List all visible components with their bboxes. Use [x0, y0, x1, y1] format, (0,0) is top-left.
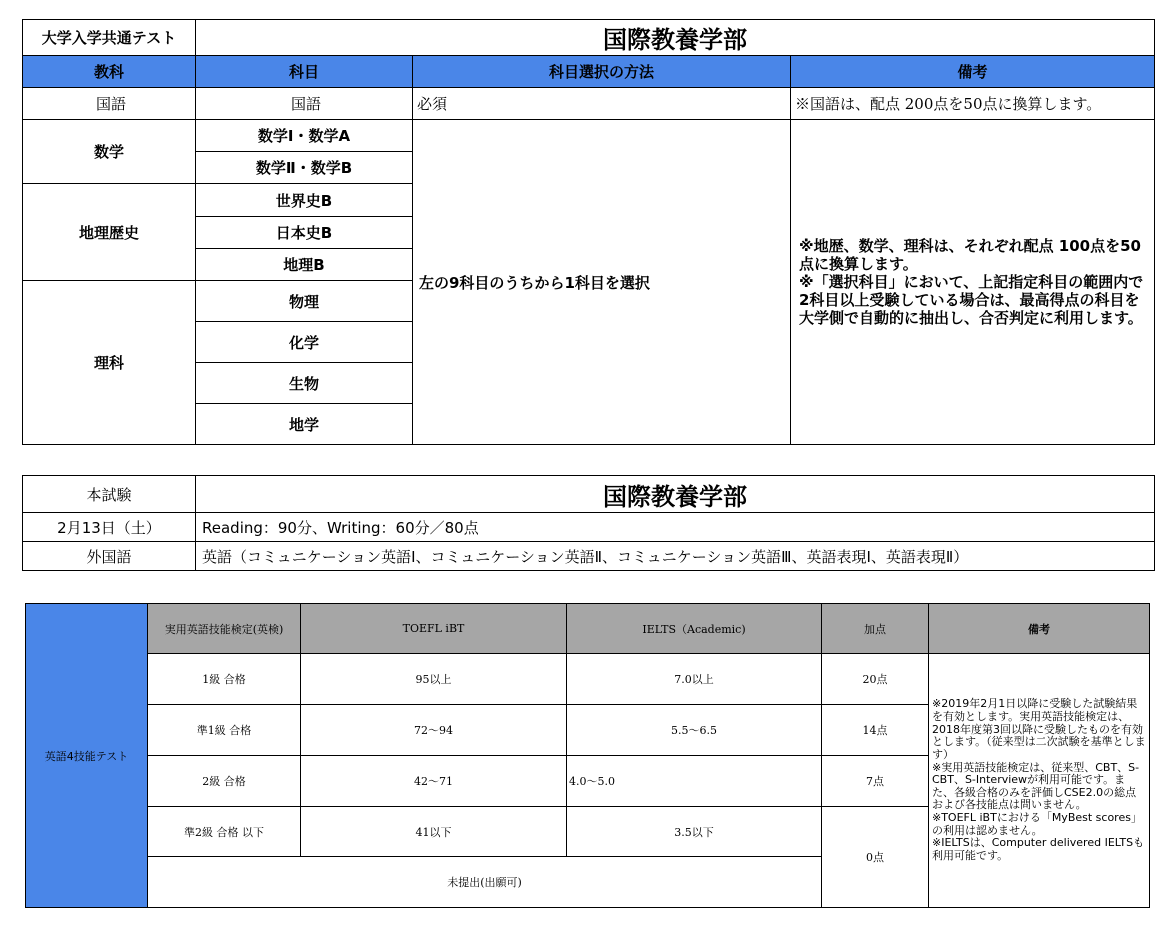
toefl-value: 41以下: [301, 807, 567, 857]
header-remarks: 備考: [791, 56, 1155, 88]
points-value: 14点: [822, 705, 929, 756]
table2-faculty-title: 国際教養学部: [196, 476, 1155, 513]
header-subject: 科目: [196, 56, 413, 88]
eiken-value: 準2級 合格 以下: [148, 807, 301, 857]
header-points: 加点: [822, 604, 929, 654]
table2-corner: 本試験: [23, 476, 196, 513]
header-toefl: TOEFL iBT: [301, 604, 567, 654]
main-exam-table: [22, 475, 1155, 571]
english-remarks: ※2019年2月1日以降に受験した試験結果を有効とします。実用英語技能検定は、2018年度第3回以降に受験したものを有効とします。（従来型は二次試験を基準とします） ※実用英語技能検定は、従来型、CBT、S-CBT、S-Interviewが利用可能です。また、各級合格のみを評価しCSE2.0の総点および各技能点は問いません。 ※TOEFL iBTにおける「MyBest scores」の利用は認めません。 ※IELTSは、Computer delivered IELTSも利用可能です。: [929, 654, 1150, 908]
header-subject-area: 教科: [23, 56, 196, 88]
toefl-value: 72〜94: [301, 705, 567, 756]
math-subject-2: 数学Ⅱ・数学B: [196, 152, 413, 184]
ielts-value: 3.5以下: [567, 807, 822, 857]
exam-date: 2月13日（土）: [23, 513, 196, 542]
table1-faculty-title: 国際教養学部: [196, 20, 1155, 56]
kokugo-subject: 国語: [196, 88, 413, 120]
ielts-value: 5.5〜6.5: [567, 705, 822, 756]
eiken-value: 1級 合格: [148, 654, 301, 705]
math-subject-1: 数学Ⅰ・数学A: [196, 120, 413, 152]
english-4skills-table: [25, 603, 1150, 908]
points-value: 7点: [822, 756, 929, 807]
elective-note: ※地歴、数学、理科は、それぞれ配点 100点を50点に換算します。 ※「選択科目」において、上記指定科目の範囲内で2科目以上受験している場合は、最高得点の科目を大学側で自動的に抽出し、合否判定に利用します。: [791, 120, 1155, 445]
toefl-value: 42〜71: [301, 756, 567, 807]
ielts-value: 7.0以上: [567, 654, 822, 705]
toefl-value: 95以上: [301, 654, 567, 705]
geohist-subject-3: 地理B: [196, 249, 413, 281]
math-label: 数学: [23, 120, 196, 184]
english-subject-detail: 英語（コミュニケーション英語Ⅰ、コミュニケーション英語Ⅱ、コミュニケーション英語Ⅲ、英語表現Ⅰ、英語表現Ⅱ）: [196, 542, 1155, 571]
header-remarks: 備考: [929, 604, 1150, 654]
exam-time-info: Reading：90分、Writing：60分／80点: [196, 513, 1155, 542]
ielts-value: 4.0〜5.0: [567, 756, 822, 807]
common-test-table: [22, 19, 1155, 445]
header-ielts: IELTS（Academic): [567, 604, 822, 654]
science-subject-1: 物理: [196, 281, 413, 322]
english-4skills-label: 英語4技能テスト: [26, 604, 148, 908]
geohist-subject-2: 日本史B: [196, 217, 413, 249]
eiken-value: 2級 合格: [148, 756, 301, 807]
zero-points: 0点: [822, 807, 929, 908]
geohist-subject-1: 世界史B: [196, 184, 413, 217]
geohist-label: 地理歴史: [23, 184, 196, 281]
science-label: 理科: [23, 281, 196, 445]
eiken-value: 準1級 合格: [148, 705, 301, 756]
points-value: 20点: [822, 654, 929, 705]
header-selection-method: 科目選択の方法: [413, 56, 791, 88]
kokugo-area: 国語: [23, 88, 196, 120]
science-subject-2: 化学: [196, 322, 413, 363]
header-eiken: 実用英語技能検定(英検): [148, 604, 301, 654]
table1-corner: 大学入学共通テスト: [23, 20, 196, 56]
not-submitted: 未提出(出願可): [148, 857, 822, 908]
kokugo-method: 必須: [413, 88, 791, 120]
elective-method: 左の9科目のうちから1科目を選択: [413, 120, 791, 445]
science-subject-3: 生物: [196, 363, 413, 404]
science-subject-4: 地学: [196, 404, 413, 445]
foreign-language-label: 外国語: [23, 542, 196, 571]
kokugo-note: ※国語は、配点 200点を50点に換算します。: [791, 88, 1155, 120]
